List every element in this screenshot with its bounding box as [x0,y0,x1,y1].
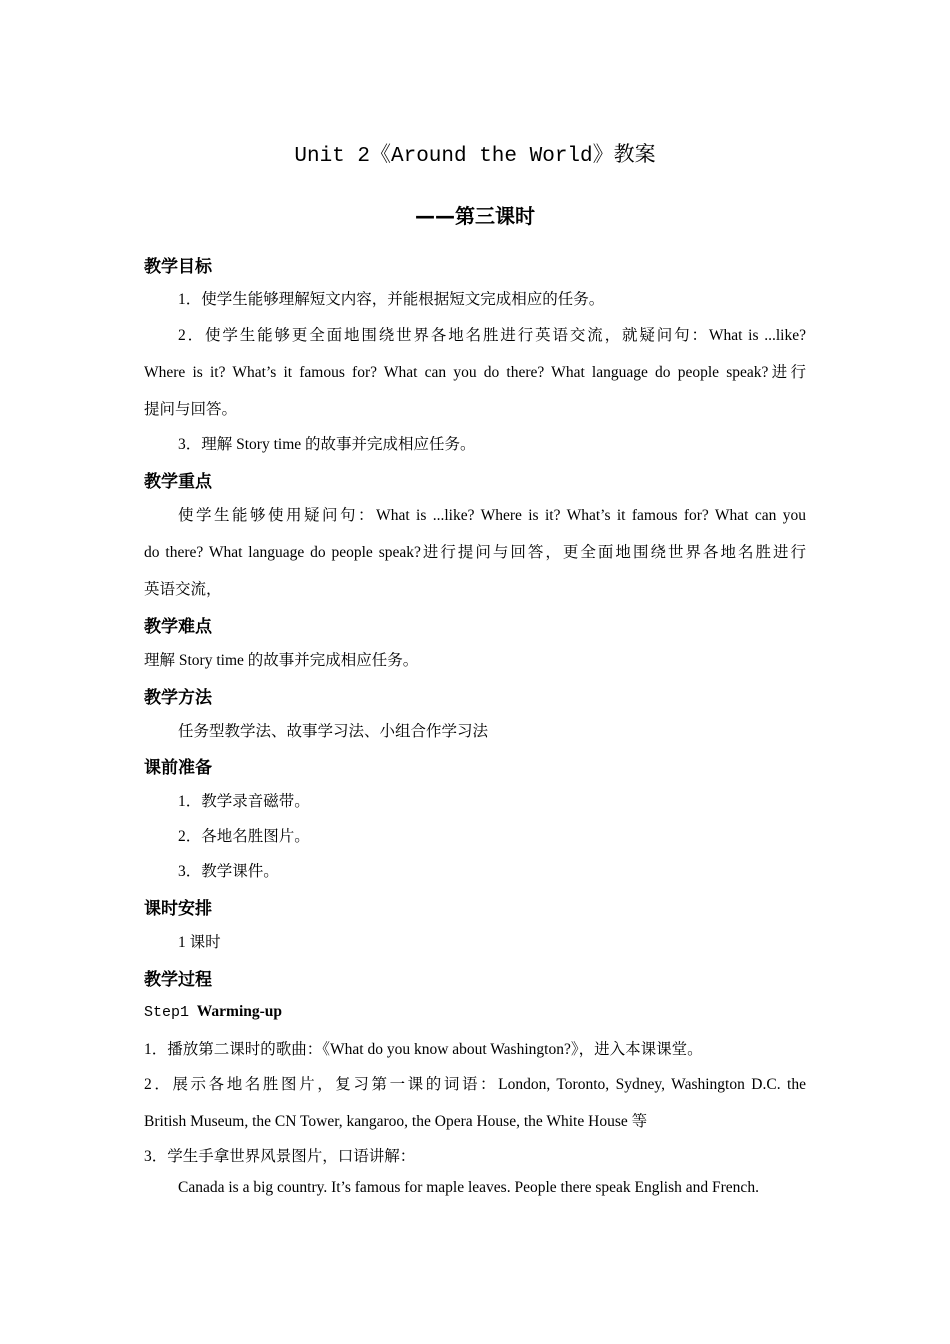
preparation-item-3: 3．教学课件。 [178,863,279,880]
schedule-line-1: 1 课时 [178,934,221,951]
step-1-title [144,1003,282,1021]
methods-line-1: 任务型教学法、故事学习法、小组合作学习法 [178,723,489,740]
section-heading-key-points: 教学重点 [144,472,212,492]
process-item-1: 1．播放第二课时的歌曲：《What do you know about Washington?》，进入本课课堂。 [144,1041,703,1058]
step-1-label: Step1 [144,1004,190,1021]
process-quote: Canada is a big country. It’s famous for maple leaves. People there speak English and French. [178,1179,759,1196]
goal-item-2-line-1-text: 2．使学生能够更全面地围绕世界各地名胜进行英语交流，就疑问句：What is ...like? [178,327,806,344]
document-subtitle: ——第三课时 [415,204,535,228]
preparation-item-1: 1．教学录音磁带。 [178,793,310,810]
goal-item-1: 1．使学生能够理解短文内容，并能根据短文完成相应的任务。 [178,291,605,308]
key-points-line-2 [144,540,806,562]
step-1-name: Warming-up [196,1003,283,1020]
process-item-2-line-1-text: 2．展示各地名胜图片，复习第一课的词语：London, Toronto, Sydney, Washington D.C. the [144,1076,806,1093]
section-heading-process: 教学过程 [144,970,212,990]
process-item-2-line-1 [144,1072,806,1094]
section-heading-goals: 教学目标 [144,257,212,277]
process-item-3: 3．学生手拿世界风景图片，口语讲解： [144,1148,416,1165]
process-item-2-line-2: British Museum, the CN Tower, kangaroo, the Opera House, the White House 等 [144,1113,648,1130]
key-points-line-1-text: 使学生能够使用疑问句：What is ...like? Where is it? What’s it famous for? What can you [178,507,806,524]
goal-item-2-line-3: 提问与回答。 [144,401,238,418]
goal-item-2-line-2-text: Where is it? What’s it famous for? What can you do there? What language do people speak?进行 [144,364,806,381]
goal-item-3: 3．理解 Story time 的故事并完成相应任务。 [178,436,476,453]
key-points-line-2-text: do there? What language do people speak?进行提问与回答，更全面地围绕世界各地名胜进行 [144,544,806,561]
key-points-line-1 [178,503,806,525]
section-heading-preparation: 课前准备 [144,758,212,778]
goal-item-2-line-2 [144,360,806,382]
document-title: Unit 2《Around the World》教案 [294,145,656,168]
key-points-line-3: 英语交流， [144,581,222,598]
preparation-item-2: 2．各地名胜图片。 [178,828,310,845]
goal-item-2-line-1 [178,323,806,345]
difficulties-line-1: 理解 Story time 的故事并完成相应任务。 [144,652,419,669]
section-heading-schedule: 课时安排 [144,899,212,919]
section-heading-difficulties: 教学难点 [144,617,212,637]
section-heading-methods: 教学方法 [144,688,212,708]
